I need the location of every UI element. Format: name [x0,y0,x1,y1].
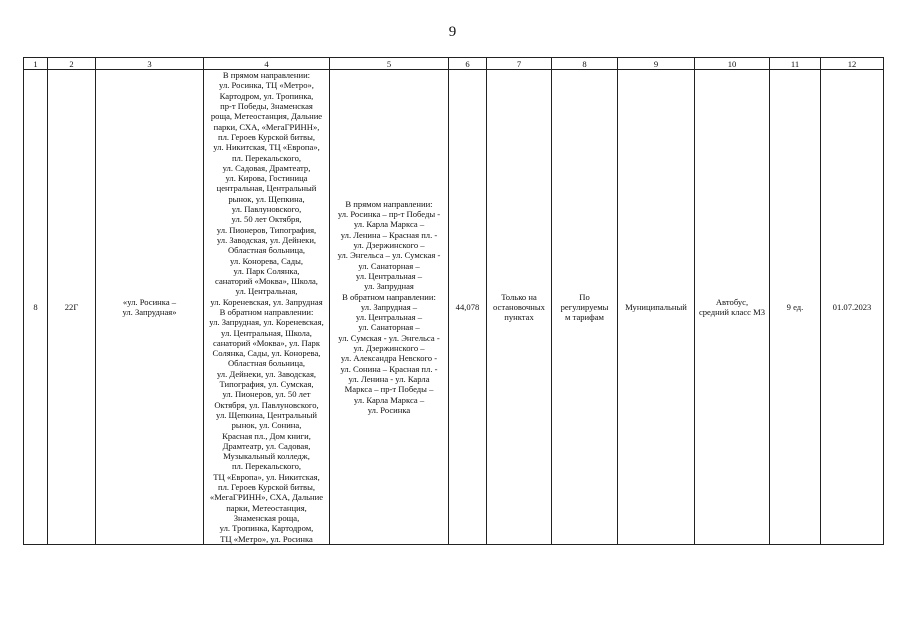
header-row [24,58,884,70]
streets-list-cell [330,70,449,545]
header-cell-3: 3 [96,58,204,70]
route-number-cell [24,70,48,545]
stops-list-cell [204,70,330,545]
header-cell-5: 5 [330,58,449,70]
ownership-cell [618,70,695,545]
stop-order: Только на остановочных пунктах [493,291,545,323]
route-table [23,57,884,545]
vehicle-count: 9 ед. [786,301,804,312]
stops-list: В прямом направлении: ул. Росинка, ТЦ «Метро», Картодром, ул. Тропинка, пр-т Победы, Знаменская роща, Метеостанция, Дальние парки, СХА, «МегаГРИНН», пл. Героев Курской битвы, ул. Никитская, ТЦ «Европа», пл. Перекальского, ул. Садовая, Драмтеатр, ул. Кирова, Гостиница центральная, Центральный рынок, ул. Щепкина, ул. Павлуновского, ул. 50 лет Октября, ул. Пионеров, Типография, ул. Заводская, ул. Дейнеки, Областная больница, ул. Конорева, Сады, ул. Парк Солянка, санаторий «Моква», Школа, ул. Центральная, ул. Кореневская, ул. Запрудная В обратном направлении: ул. Запрудная, ул. Кореневская, ул. Центральная, Школа, санаторий «Моква», ул. Парк Солянка, Сады, ул. Конорева, Областная больница, ул. Дейнеки, ул. Заводская, Типография, ул. Сумская, ул. Пионеров, ул. 50 лет Октября, ул. Павлуновского, ул. Щепкина, Центральный рынок, ул. Сонина, Красная пл., Дом книги, Драмтеатр, ул. Садовая, Музыкальный колледж, пл. Перекальского, ТЦ «Европа», ул. Никитская, пл. Героев Курской битвы, «МегаГРИНН», СХА, Дальние парки, Метеостанция, Знаменская роща, ул. Тропинка, Картодром, ТЦ «Метро», ул. Росинка [209,70,324,544]
header-cell-10: 10 [695,58,770,70]
route-length-cell [449,70,487,545]
header-cell-11: 11 [770,58,821,70]
ownership: Муниципальный [625,301,687,312]
tariff-type-cell [552,70,618,545]
vehicle-count-cell [770,70,821,545]
stop-order-cell [487,70,552,545]
route-name: «ул. Росинка – ул. Запрудная» [122,296,177,317]
header-cell-7: 7 [487,58,552,70]
route-length: 44,078 [455,301,480,312]
table-row [24,70,884,545]
header-cell-4: 4 [204,58,330,70]
header-cell-6: 6 [449,58,487,70]
header-cell-12: 12 [821,58,884,70]
route-code-cell [48,70,96,545]
start-date-cell [821,70,884,545]
tariff-type: По регулируемы м тарифам [560,291,609,323]
start-date: 01.07.2023 [832,301,872,312]
streets-list: В прямом направлении: ул. Росинка – пр-т Победы - ул. Карла Маркса – ул. Ленина – Красная пл. - ул. Дзержинского – ул. Энгельса – ул. Сумская - ул. Санаторная – ул. Центральная – ул. Запрудная В обратном направлении: ул. Запрудная – ул. Центральная – ул. Санаторная – ул. Сумская - ул. Энгельса - ул. Дзержинского – ул. Александра Невского - ул. Сонина – Красная пл. - ул. Ленина - ул. Карла Маркса – пр-т Победы – ул. Карла Маркса – ул. Росинка [337,198,441,415]
route-name-cell [96,70,204,545]
vehicle-class: Автобус, средний класс М3 [698,296,766,317]
header-cell-8: 8 [552,58,618,70]
header-cell-1: 1 [24,58,48,70]
page-number: 9 [448,24,457,40]
route-code: 22Г [64,301,79,312]
route-index: 8 [33,301,38,312]
header-cell-2: 2 [48,58,96,70]
vehicle-class-cell [695,70,770,545]
header-cell-9: 9 [618,58,695,70]
